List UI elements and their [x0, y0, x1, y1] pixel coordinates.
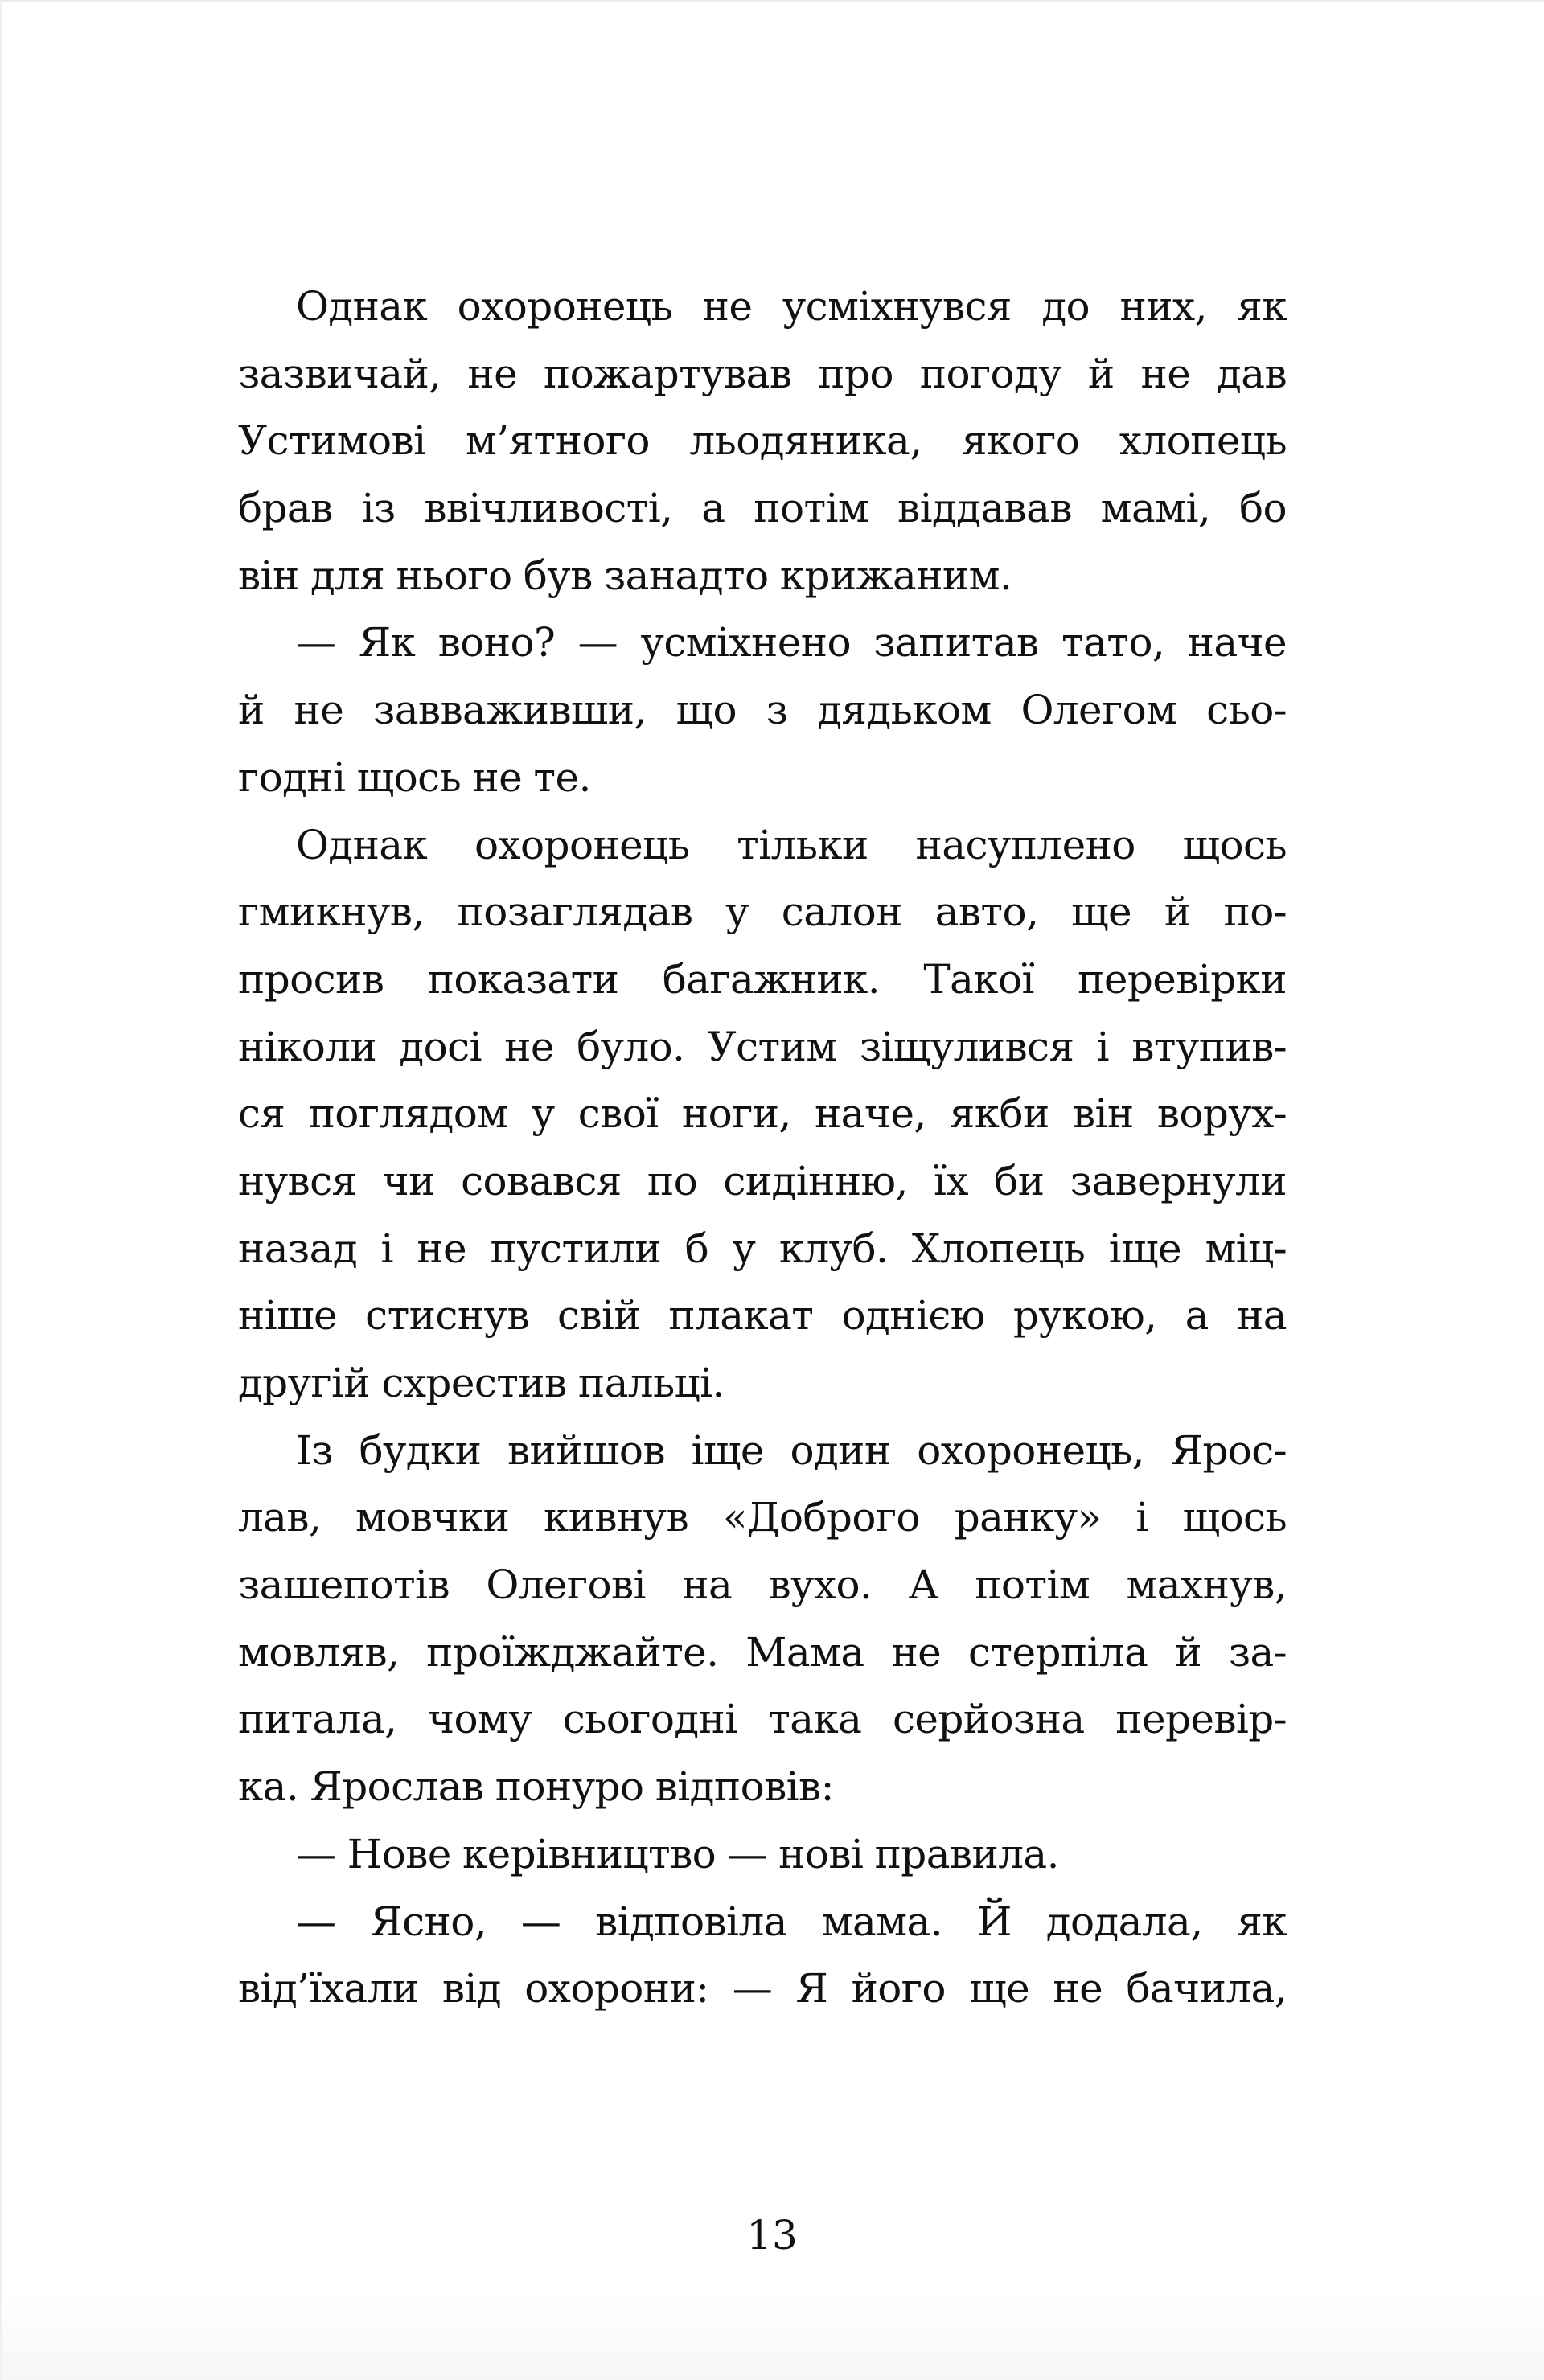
text-line: Устимові м’ятного льодяника, якого хлопець [238, 417, 1287, 465]
text-line: лав, мовчки кивнув «Доброго ранку» і щось [238, 1494, 1287, 1541]
text-line: годні щось не те. [238, 753, 591, 801]
text-line: Однак охоронець не усміхнувся до них, як [296, 283, 1287, 330]
text-line: від’їхали від охорони: — Я його ще не бачила, [238, 1965, 1287, 2013]
text-line: ніше стиснув свій плакат однією рукою, а на [238, 1292, 1287, 1340]
text-line: — Нове керівництво — нові правила. [296, 1830, 1059, 1877]
text-line: питала, чому сьогодні така серйозна перевір- [238, 1696, 1287, 1743]
text-line: гмикнув, позаглядав у салон авто, ще й по- [238, 888, 1287, 936]
text-line: брав із ввічливості, а потім віддавав мамі, бо [238, 485, 1287, 532]
text-line: — Ясно, — відповіла мама. Й додала, як [296, 1898, 1287, 1945]
text-line: й не завваживши, що з дядьком Олегом сьо- [238, 687, 1287, 734]
text-line: назад і не пустили б у клуб. Хлопець іще міц- [238, 1225, 1287, 1272]
text-line: другій схрестив пальці. [238, 1360, 725, 1406]
text-line: нувся чи совався по сидінню, їх би завернули [238, 1157, 1287, 1204]
text-line: мовляв, проїжджайте. Мама не стерпіла й за- [238, 1628, 1287, 1676]
text-line: він для нього був занадто крижаним. [238, 552, 1012, 599]
text-line: ніколи досі не було. Устим зіщулився і втупив- [238, 1023, 1287, 1070]
text-line: зазвичай, не пожартував про погоду й не дав [238, 350, 1287, 397]
text-line: — Як воно? — усміхнено запитав тато, наче [296, 619, 1287, 667]
text-line: зашепотів Олегові на вухо. А потім махнув, [238, 1561, 1287, 1609]
text-line: ка. Ярослав понуро відповів: [238, 1763, 834, 1811]
book-page-body-text [238, 273, 1287, 2023]
text-line: Із будки вийшов іще один охоронець, Ярос- [296, 1426, 1287, 1474]
text-line: ся поглядом у свої ноги, наче, якби він ворух- [238, 1090, 1287, 1138]
text-line: просив показати багажник. Такої перевірки [238, 955, 1287, 1003]
text-line: Однак охоронець тільки насуплено щось [296, 821, 1287, 868]
page-number: 13 [746, 2212, 798, 2259]
